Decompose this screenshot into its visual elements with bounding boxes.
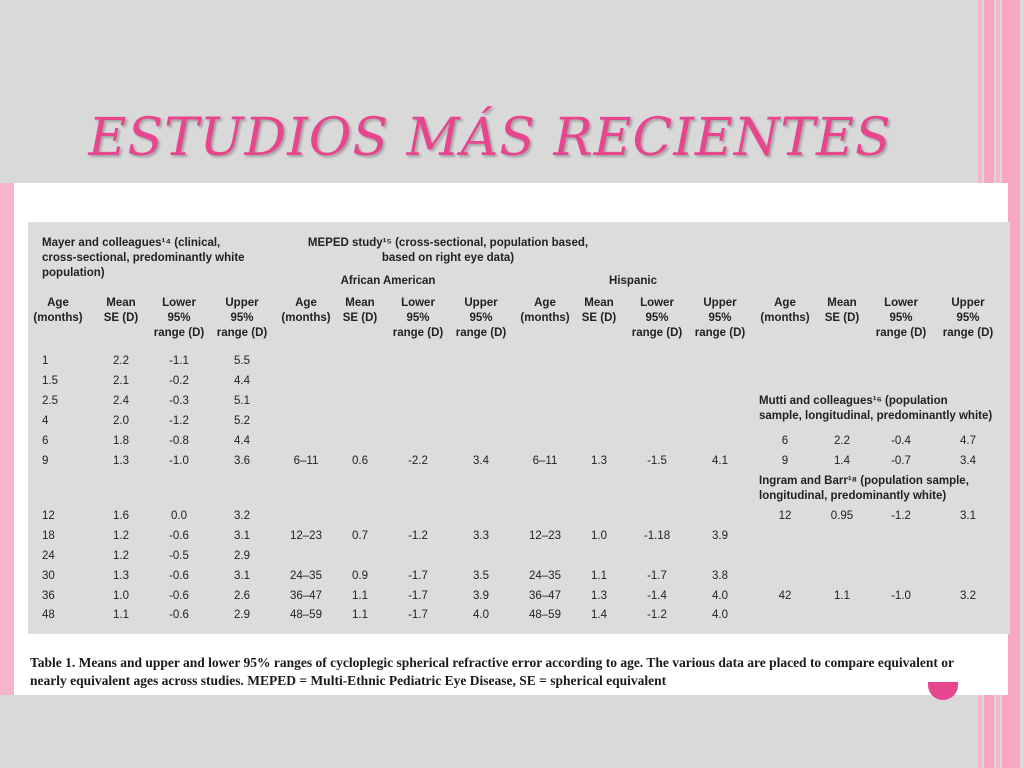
table-cell: 9	[781, 455, 789, 467]
table-cell: 1	[42, 355, 49, 367]
column-header: Age	[774, 297, 796, 309]
column-header: Age	[47, 297, 69, 309]
table-cell: -1.2	[408, 530, 428, 542]
table-cell: -2.2	[408, 455, 428, 467]
table-caption	[30, 654, 1010, 690]
table-cell: 24–35	[529, 570, 561, 582]
table-cell: 4.7	[960, 435, 976, 447]
column-header: (months)	[520, 312, 570, 324]
group-header-meped: based on right eye data)	[381, 252, 515, 264]
column-header: range (D)	[392, 327, 444, 339]
column-header: SE (D)	[581, 312, 617, 324]
table-cell: 48	[42, 609, 55, 621]
table-cell: 1.3	[591, 455, 607, 467]
table-cell: 12–23	[290, 530, 322, 542]
table-cell: 18	[42, 530, 55, 542]
table-cell: 3.2	[960, 590, 976, 602]
table-cell: 1.2	[113, 550, 129, 562]
column-header: 95%	[167, 312, 191, 324]
column-header: Mean	[345, 297, 375, 309]
table-cell: 24–35	[290, 570, 322, 582]
table-cell: 4.0	[712, 590, 728, 602]
table-cell: 1.1	[591, 570, 607, 582]
table-cell: 1.1	[352, 609, 368, 621]
column-header: (months)	[281, 312, 331, 324]
group-header-mayer: population)	[42, 267, 105, 279]
table-cell: 0.0	[171, 510, 187, 522]
table-cell: -0.6	[169, 590, 189, 602]
column-header: 95%	[230, 312, 254, 324]
table-cell: 4.0	[712, 609, 728, 621]
data-table	[28, 222, 1010, 634]
table-cell: -0.6	[169, 609, 189, 621]
column-header: range (D)	[875, 327, 927, 339]
table-cell: 3.4	[960, 455, 976, 467]
table-cell: -1.7	[647, 570, 667, 582]
table-cell: -1.2	[891, 510, 911, 522]
table-cell: 1.1	[113, 609, 129, 621]
column-header: Upper	[951, 297, 985, 309]
group-header-hispanic: Hispanic	[609, 275, 657, 287]
column-header: range (D)	[455, 327, 507, 339]
column-header: Upper	[225, 297, 259, 309]
table-cell: 0.9	[352, 570, 368, 582]
group-header-mutti: sample, longitudinal, predominantly white)	[759, 410, 993, 422]
table-cell: 0.6	[352, 455, 368, 467]
table-cell: -0.6	[169, 570, 189, 582]
table-cell: 5.1	[234, 395, 250, 407]
group-header-mutti: Mutti and colleagues¹⁶ (population	[759, 395, 948, 407]
table-cell: -1.18	[643, 530, 671, 542]
table-cell: 2.4	[113, 395, 129, 407]
table-cell: 30	[42, 570, 55, 582]
table-cell: 3.5	[473, 570, 489, 582]
table-cell: 42	[778, 590, 792, 602]
column-header: Lower	[640, 297, 674, 309]
column-header: 95%	[645, 312, 669, 324]
table-cell: 4.1	[712, 455, 728, 467]
table-cell: 1.6	[113, 510, 129, 522]
table-cell: -0.5	[169, 550, 189, 562]
table-cell: -1.2	[647, 609, 667, 621]
table-cell: 1.3	[113, 570, 129, 582]
column-header: (months)	[33, 312, 83, 324]
column-header: range (D)	[942, 327, 994, 339]
column-header: range (D)	[694, 327, 746, 339]
table-cell: 1.8	[113, 435, 129, 447]
table-cell: 2.2	[113, 355, 129, 367]
table-cell: 6	[781, 435, 789, 447]
table-cell: -1.0	[169, 455, 189, 467]
group-header-meped: MEPED study¹⁵ (cross-sectional, population based,	[307, 237, 589, 249]
table-cell: 3.4	[473, 455, 489, 467]
caption-line: nearly equivalent ages across studies. MEPED = Multi-Ethnic Pediatric Eye Disease, SE = spherical equivalent	[30, 673, 667, 688]
table-cell: 3.2	[234, 510, 250, 522]
table-cell: 4.4	[234, 375, 250, 387]
table-cell: 6–11	[532, 455, 558, 467]
column-header: Lower	[884, 297, 918, 309]
table-cell: -1.7	[408, 590, 428, 602]
column-header: Mean	[106, 297, 136, 309]
table-cell: -0.6	[169, 530, 189, 542]
table-cell: 1.0	[113, 590, 129, 602]
table-cell: -1.0	[891, 590, 911, 602]
table-cell: 2.6	[234, 590, 250, 602]
table-cell: 1.2	[113, 530, 129, 542]
column-header: range (D)	[631, 327, 683, 339]
table-cell: -0.3	[169, 395, 189, 407]
table-cell: -1.7	[408, 609, 428, 621]
table-cell: -0.8	[169, 435, 189, 447]
table-cell: 12	[778, 510, 792, 522]
table-cell: 1.4	[834, 455, 850, 467]
table-cell: 48–59	[529, 609, 561, 621]
caption-line: Table 1. Means and upper and lower 95% ranges of cycloplegic spherical refractive error according to age. The various data are placed to compare equivalent or	[30, 655, 955, 670]
table-cell: 6–11	[293, 455, 319, 467]
table-cell: 36–47	[290, 590, 322, 602]
table-cell: -0.4	[891, 435, 911, 447]
table-cell: 0.95	[830, 510, 854, 522]
table-cell: 6	[42, 435, 49, 447]
table-cell: -1.5	[647, 455, 667, 467]
column-header: Mean	[584, 297, 614, 309]
column-header: SE (D)	[824, 312, 860, 324]
column-header: Age	[534, 297, 556, 309]
table-cell: 3.8	[712, 570, 728, 582]
table-cell: 3.1	[234, 530, 250, 542]
column-header: 95%	[406, 312, 430, 324]
column-header: (months)	[760, 312, 810, 324]
slide-title: ESTUDIOS MÁS RECIENTES	[88, 108, 892, 168]
table-cell: 5.2	[234, 415, 250, 427]
group-header-mayer: Mayer and colleagues¹⁴ (clinical,	[42, 237, 221, 249]
column-header: Mean	[827, 297, 857, 309]
table-cell: 36	[42, 590, 55, 602]
left-stripe	[0, 183, 14, 695]
table-cell: 2.1	[113, 375, 129, 387]
table-cell: 3.1	[234, 570, 250, 582]
column-header: 95%	[889, 312, 913, 324]
table-cell: 3.3	[473, 530, 489, 542]
table-cell: 12–23	[529, 530, 561, 542]
table-cell: 1.3	[591, 590, 607, 602]
table-cell: 3.9	[712, 530, 728, 542]
group-header-african-american: African American	[340, 275, 436, 287]
table-cell: -1.2	[169, 415, 189, 427]
table-cell: 2.9	[234, 609, 250, 621]
table-cell: 1.0	[591, 530, 607, 542]
column-header: 95%	[708, 312, 732, 324]
table-cell: -0.2	[169, 375, 189, 387]
group-header-ingram: Ingram and Barr¹⁸ (population sample,	[759, 475, 969, 487]
table-cell: 3.9	[473, 590, 489, 602]
table-cell: -1.1	[169, 355, 189, 367]
table-cell: -1.7	[408, 570, 428, 582]
table-cell: 3.1	[960, 510, 976, 522]
column-header: SE (D)	[342, 312, 378, 324]
table-cell: 2.2	[834, 435, 850, 447]
table-cell: 4.0	[473, 609, 489, 621]
table-cell: 1.3	[113, 455, 129, 467]
column-header: Lower	[401, 297, 435, 309]
table-cell: 4.4	[234, 435, 250, 447]
table-cell: 1.5	[42, 375, 58, 387]
table-cell: 12	[42, 510, 55, 522]
table-cell: -1.4	[647, 590, 667, 602]
table-cell: 2.9	[234, 550, 250, 562]
table-cell: 36–47	[529, 590, 561, 602]
column-header: 95%	[956, 312, 980, 324]
table-cell: 2.5	[42, 395, 58, 407]
column-header: Upper	[703, 297, 737, 309]
table-cell: 3.6	[234, 455, 250, 467]
group-header-ingram: longitudinal, predominantly white)	[759, 490, 947, 502]
group-header-mayer: cross-sectional, predominantly white	[42, 252, 245, 264]
table-cell: 1.1	[352, 590, 368, 602]
table-cell: 0.7	[352, 530, 368, 542]
table-cell: -0.7	[891, 455, 911, 467]
table-cell: 2.0	[113, 415, 129, 427]
column-header: Age	[295, 297, 317, 309]
table-cell: 4	[42, 415, 49, 427]
table-cell: 1.4	[591, 609, 607, 621]
column-header: SE (D)	[103, 312, 139, 324]
table-cell: 48–59	[290, 609, 322, 621]
column-header: 95%	[469, 312, 493, 324]
column-header: Upper	[464, 297, 498, 309]
table-cell: 9	[42, 455, 49, 467]
table-cell: 5.5	[234, 355, 250, 367]
column-header: range (D)	[153, 327, 205, 339]
column-header: Lower	[162, 297, 196, 309]
table-cell: 1.1	[834, 590, 850, 602]
table-cell: 24	[42, 550, 55, 562]
column-header: range (D)	[216, 327, 268, 339]
